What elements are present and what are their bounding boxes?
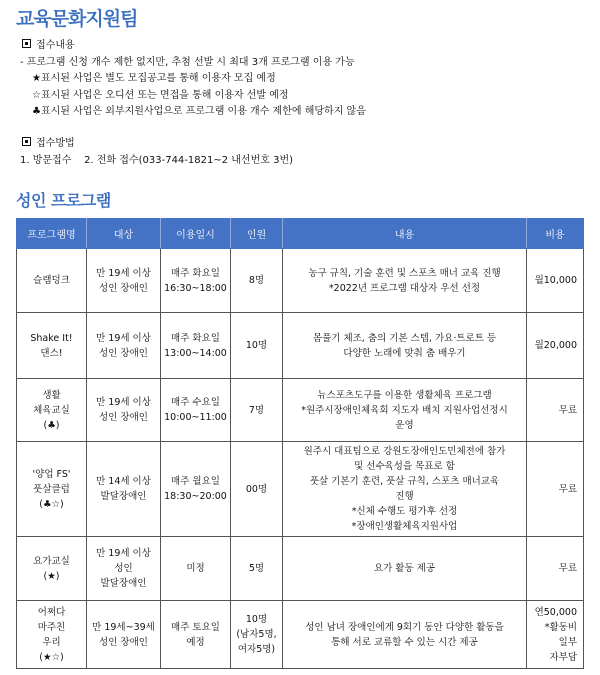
column-header: 비용 xyxy=(527,219,584,249)
cell-line: 매주 토요일 xyxy=(171,621,220,633)
cell-line: 8명 xyxy=(248,275,265,286)
column-header: 이용일시 xyxy=(161,219,231,249)
column-header: 인원 xyxy=(231,219,283,249)
cell-line: 몸풀기 체조, 춤의 기본 스텝, 가요·트로트 등 xyxy=(312,332,497,344)
fee-cell xyxy=(527,442,584,537)
program-table xyxy=(16,218,584,669)
fee-cell xyxy=(527,313,584,379)
square-bullet-icon xyxy=(22,39,31,48)
reception-section xyxy=(22,38,366,121)
cell-line: 진행 xyxy=(395,491,414,502)
cell-line: 성인 장애인 xyxy=(99,282,148,294)
cell-line: 매주 수요일 xyxy=(171,397,220,408)
reception-note: ☆표시된 사업은 오디션 또는 면접을 통해 이용자 선발 예정 xyxy=(32,89,289,101)
cell-line: 월20,000 xyxy=(534,340,577,351)
cell-line: 00명 xyxy=(245,483,268,495)
cell-line: 요가 활동 제공 xyxy=(373,563,436,574)
fee-cell xyxy=(527,379,584,442)
cell-line: 자부담 xyxy=(549,651,577,663)
schedule-cell xyxy=(161,249,231,313)
cell-line: 매주 월요일 xyxy=(171,476,220,487)
target-cell xyxy=(87,249,161,313)
content-cell xyxy=(283,537,527,601)
reception-line: - 프로그램 신청 개수 제한 없지만, 추첨 선발 시 최대 3개 프로그램 이용 가능 xyxy=(20,56,355,68)
cell-line: 여자5명) xyxy=(237,644,276,655)
table-row xyxy=(17,537,584,601)
content-cell xyxy=(283,379,527,442)
cell-line: 발달장애인 xyxy=(100,491,147,502)
cell-line: 통해 서로 교류할 수 있는 시간 제공 xyxy=(331,636,478,648)
reception-note: ★표시된 사업은 별도 모집공고를 통해 이용자 모집 예정 xyxy=(32,73,276,85)
cell-line: 요가교실 xyxy=(33,555,70,567)
cell-line: 예정 xyxy=(186,636,205,648)
cell-line: 슬램덩크 xyxy=(33,275,70,286)
capacity-cell xyxy=(231,249,283,313)
cell-line: *원주시장애인체육회 지도자 배치 지원사업선정시 xyxy=(301,404,508,416)
section-title: 성인 프로그램 xyxy=(16,191,111,210)
fee-cell xyxy=(527,601,584,669)
method-line: 1. 방문접수 2. 전화 접수(033-744-1821~2 내선번호 3번) xyxy=(20,154,294,166)
cell-line: 마주친 xyxy=(37,621,66,633)
cell-line: *2022년 프로그램 대상자 우선 선정 xyxy=(328,282,481,294)
page-title: 교육문화지원팀 xyxy=(16,8,138,30)
cell-line: *신체 수행도 평가후 선정 xyxy=(351,506,458,517)
schedule-cell xyxy=(161,442,231,537)
table-row xyxy=(17,313,584,379)
cell-line: 만 19세 이상 xyxy=(96,397,151,408)
method-heading-text: 접수방법 xyxy=(36,138,75,149)
cell-line: (♣☆) xyxy=(39,498,64,510)
target-cell xyxy=(87,442,161,537)
cell-line: *활동비 xyxy=(544,621,577,633)
cell-line: (★) xyxy=(43,570,60,582)
cell-line: 만 19세 이상 xyxy=(96,548,151,559)
table-row xyxy=(17,601,584,669)
cell-line: 성인 xyxy=(114,563,133,574)
content-cell xyxy=(283,442,527,537)
content-cell xyxy=(283,313,527,379)
table-row xyxy=(17,379,584,442)
cell-line: 다양한 노래에 맞춰 춤 배우기 xyxy=(343,347,466,359)
cell-line: 16:30~18:00 xyxy=(164,282,227,294)
schedule-cell xyxy=(161,379,231,442)
target-cell xyxy=(87,601,161,669)
cell-line: 미정 xyxy=(186,563,205,574)
cell-line: 댄스! xyxy=(40,347,63,359)
program-name-cell xyxy=(17,601,87,669)
cell-line: 매주 화요일 xyxy=(171,267,220,279)
content-cell xyxy=(283,249,527,313)
cell-line: 만 19세~39세 xyxy=(92,621,155,633)
cell-line: 무료 xyxy=(558,563,577,574)
cell-line: 우리 xyxy=(42,636,61,648)
program-name-cell xyxy=(17,537,87,601)
cell-line: 체육교실 xyxy=(33,404,70,416)
cell-line: 원주시 대표팀으로 강원도장애인도민체전에 참가 xyxy=(303,446,506,457)
column-header: 프로그램명 xyxy=(17,219,87,249)
cell-line: 풋살클럽 xyxy=(33,483,70,495)
cell-line: 10명 xyxy=(245,340,268,351)
table-row xyxy=(17,442,584,537)
cell-line: 성인 장애인 xyxy=(99,347,148,359)
fee-cell xyxy=(527,249,584,313)
cell-line: 발달장애인 xyxy=(100,578,147,589)
cell-line: 7명 xyxy=(248,404,265,416)
cell-line: *장애인생활체육지원사업 xyxy=(351,521,458,532)
cell-line: 뉴스포츠도구를 이용한 생활체육 프로그램 xyxy=(317,389,492,401)
schedule-cell xyxy=(161,601,231,669)
cell-line: (남자5명, xyxy=(236,629,277,640)
fee-cell xyxy=(527,537,584,601)
program-name-cell xyxy=(17,442,87,537)
cell-line: 운영 xyxy=(395,419,414,431)
cell-line: 18:30~20:00 xyxy=(164,491,227,502)
cell-line: 농구 규칙, 기술 훈련 및 스포츠 매너 교육 진행 xyxy=(308,267,501,279)
cell-line: 월10,000 xyxy=(534,275,577,286)
cell-line: (♣) xyxy=(43,419,60,431)
method-section xyxy=(22,136,293,169)
cell-line: 생활 xyxy=(42,389,61,401)
cell-line: '양업 FS' xyxy=(32,468,71,480)
content-cell xyxy=(283,601,527,669)
reception-heading-text: 접수내용 xyxy=(36,40,75,51)
column-header: 대상 xyxy=(87,219,161,249)
table-row xyxy=(17,249,584,313)
cell-line: 5명 xyxy=(248,563,265,574)
program-name-cell xyxy=(17,379,87,442)
cell-line: 및 선수육성을 목표로 함 xyxy=(354,461,455,472)
cell-line: 성인 장애인 xyxy=(99,412,148,423)
cell-line: 성인 남녀 장애인에게 9회기 동안 다양한 활동을 xyxy=(305,621,504,633)
cell-line: 만 19세 이상 xyxy=(96,332,151,344)
capacity-cell xyxy=(231,313,283,379)
reception-note: ♣표시된 사업은 외부지원사업으로 프로그램 이용 개수 제한에 해당하지 않음 xyxy=(32,106,366,118)
capacity-cell xyxy=(231,379,283,442)
schedule-cell xyxy=(161,537,231,601)
target-cell xyxy=(87,537,161,601)
cell-line: 성인 장애인 xyxy=(99,636,148,648)
target-cell xyxy=(87,379,161,442)
cell-line: 연50,000 xyxy=(534,606,577,618)
column-header: 내용 xyxy=(283,219,527,249)
cell-line: 무료 xyxy=(558,404,577,416)
capacity-cell xyxy=(231,537,283,601)
cell-line: (★☆) xyxy=(39,651,64,663)
cell-line: 만 14세 이상 xyxy=(96,476,151,487)
cell-line: 10명 xyxy=(245,614,268,625)
reception-heading xyxy=(22,38,366,55)
cell-line: 어쩌다 xyxy=(37,606,66,618)
cell-line: 일부 xyxy=(558,636,577,648)
cell-line: 10:00~11:00 xyxy=(164,412,227,423)
cell-line: 무료 xyxy=(558,483,577,495)
table-header-row xyxy=(17,219,584,249)
target-cell xyxy=(87,313,161,379)
cell-line: 매주 화요일 xyxy=(171,332,220,344)
program-name-cell xyxy=(17,313,87,379)
schedule-cell xyxy=(161,313,231,379)
cell-line: 풋살 기본기 훈련, 풋살 규칙, 스포츠 매너교육 xyxy=(309,476,500,487)
cell-line: 13:00~14:00 xyxy=(164,347,227,359)
cell-line: 만 19세 이상 xyxy=(96,267,151,279)
program-name-cell xyxy=(17,249,87,313)
capacity-cell xyxy=(231,442,283,537)
square-bullet-icon xyxy=(22,137,31,146)
method-heading xyxy=(22,136,293,153)
capacity-cell xyxy=(231,601,283,669)
cell-line: Shake It! xyxy=(30,332,73,344)
